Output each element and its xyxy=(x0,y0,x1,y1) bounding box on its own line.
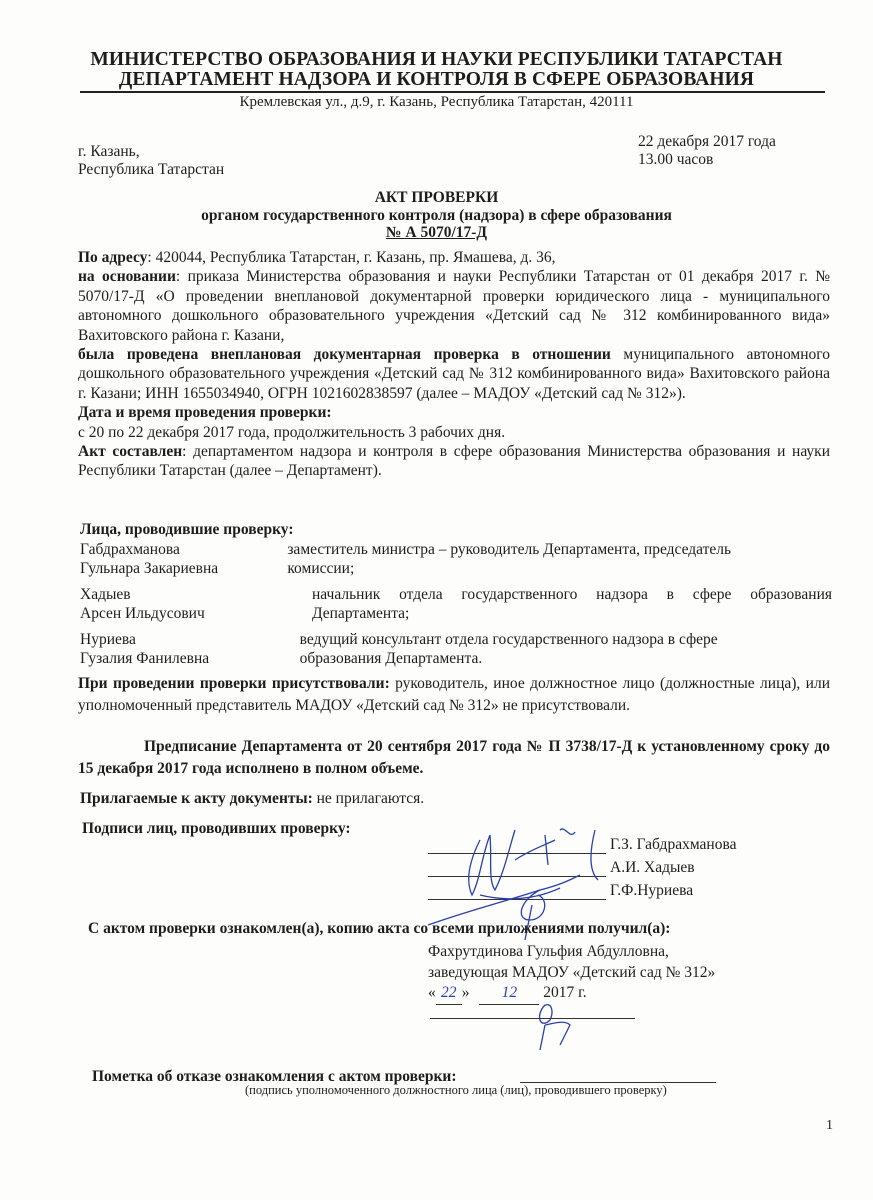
title-line2: органом государственного контроля (надзора) в сфере образования xyxy=(201,206,672,224)
header-rule xyxy=(80,91,825,93)
receipt-month: 12 xyxy=(479,983,539,1005)
signatory-name: Г.Ф.Нуриева xyxy=(610,882,694,899)
region: Республика Татарстан xyxy=(78,161,225,178)
inspector-given-name: Гульнара Закариевна xyxy=(80,559,219,577)
act-body xyxy=(78,248,830,481)
inspector-given-name: Гузалия Фанилевна xyxy=(80,649,210,667)
inspector-row xyxy=(80,541,832,586)
address-text: : 420044, Республика Татарстан, г. Казань, пр. Ямашева, д. 36, xyxy=(147,249,556,266)
inspector-role: ведущий консультант отдела государственного надзора в сфере образования Департамента. xyxy=(299,631,718,667)
recipient-signature xyxy=(525,995,585,1055)
inspector-surname: Хадыев xyxy=(80,586,131,603)
signatures-label: Подписи лиц, проводивших проверку: xyxy=(82,820,351,837)
place-block xyxy=(78,143,224,179)
act-date: 22 декабря 2017 года xyxy=(638,133,776,150)
receipt-date: « 22 » 12 2017 г. xyxy=(428,983,715,1005)
inspector-given-name: Арсен Ильдусович xyxy=(80,604,205,622)
inspector-surname: Нуриева xyxy=(80,631,136,648)
compiled-text: : департаментом надзора и контроля в сфере образования Министерства образования и науки Республики Татарстан (далее – Департамент). xyxy=(78,443,830,480)
inspector-surname: Габдрахманова xyxy=(80,541,180,558)
acknowledged-label: С актом проверки ознакомлен(а), копию акта со всеми приложениями получил(а): xyxy=(88,920,671,937)
act-number: № А 5070/17-Д xyxy=(385,224,488,241)
signatory-names xyxy=(610,833,736,902)
inspectors-table xyxy=(80,541,832,676)
attachments-label: Прилагаемые к акту документы: xyxy=(80,790,313,807)
inspector-role: начальник отдела государственного надзора в сфере образования Департамента; xyxy=(312,586,832,622)
refusal-label-text: Пометка об отказе ознакомления с актом проверки xyxy=(92,1068,452,1085)
dates-text: с 20 по 22 декабря 2017 года, продолжительность 3 рабочих дня. xyxy=(78,423,506,441)
act-title xyxy=(0,189,873,242)
compiled-label: Акт составлен xyxy=(78,443,183,461)
inspectors-label: Лица, проводившие проверку: xyxy=(80,521,294,538)
basis-label: на основании xyxy=(78,268,176,286)
act-time: 13.00 часов xyxy=(638,151,714,168)
refusal-caption: (подпись уполномоченного должностного лица (лиц), проводившего проверку) xyxy=(245,1083,667,1097)
inspector-row xyxy=(80,631,832,676)
recipient-name: Фахрутдинова Гульфия Абдулловна, xyxy=(428,943,669,960)
basis-text: : приказа Министерства образования и науки Республики Татарстан от 01 декабря 2017 г. № 5070/17-Д «О проведении внеплановой документарной проверки юридического лица - муниципального автономного дошкольного образовательного учреждения «Детский сад № 312 комбинированного вида» Вахитовского района г. Казани, xyxy=(78,268,830,344)
conducted-text: муниципального автономного дошкольного образовательного учреждения «Детский сад № 312 комбинированного вида» Вахитовского района г. Казани; ИНН 1655034940, ОГРН 1021602838597 (далее – МАДОУ «Детский сад № 312»). xyxy=(78,346,830,402)
page-number: 1 xyxy=(826,1118,833,1133)
signatory-name: А.И. Хадыев xyxy=(610,859,695,876)
inspector-role: заместитель министра – руководитель Департамента, председатель комиссии; xyxy=(287,541,732,577)
signatory-name: Г.З. Габдрахманова xyxy=(610,836,737,853)
present-label: При проведении проверки присутствовали: xyxy=(78,675,390,692)
recipient-position: заведующая МАДОУ «Детский сад № 312» xyxy=(428,963,716,981)
department-heading: ДЕПАРТАМЕНТ НАДЗОРА И КОНТРОЛЯ В СФЕРЕ ОБРАЗОВАНИЯ xyxy=(118,69,755,90)
header-address: Кремлевская ул., д.9, г. Казань, Республика Татарстан, 420111 xyxy=(239,94,634,110)
inspector-row xyxy=(80,586,832,631)
prescription: Предписание Департамента от 20 сентября 2017 года № П 3738/17-Д к установленному сроку до 15 декабря 2017 года исполнено в полном объеме. xyxy=(78,738,830,777)
dates-label: Дата и время проведения проверки: xyxy=(78,404,332,422)
refusal-label: Пометка об отказе ознакомления с актом проверки: xyxy=(92,1068,457,1085)
receipt-year: 2017 г. xyxy=(543,984,587,1001)
title-line1: АКТ ПРОВЕРКИ xyxy=(374,189,499,206)
attachments-text: не прилагаются. xyxy=(312,790,425,807)
present-paragraph xyxy=(78,673,830,717)
address-label: По адресу xyxy=(78,249,148,266)
datetime-block xyxy=(638,133,776,169)
ministry-heading: МИНИСТЕРСТВО ОБРАЗОВАНИЯ И НАУКИ РЕСПУБЛИКИ ТАТАРСТАН xyxy=(90,49,783,70)
receipt-day: 22 xyxy=(436,983,462,1005)
conducted-label: была проведена внеплановая документарная проверка в отношении xyxy=(78,346,611,364)
city: г. Казань, xyxy=(78,143,140,160)
attachments-line xyxy=(80,790,424,808)
present-text: руководитель, иное должностное лицо (должностные лица), или уполномоченный представитель МАДОУ «Детский сад № 312» не присутствовали. xyxy=(78,675,831,714)
